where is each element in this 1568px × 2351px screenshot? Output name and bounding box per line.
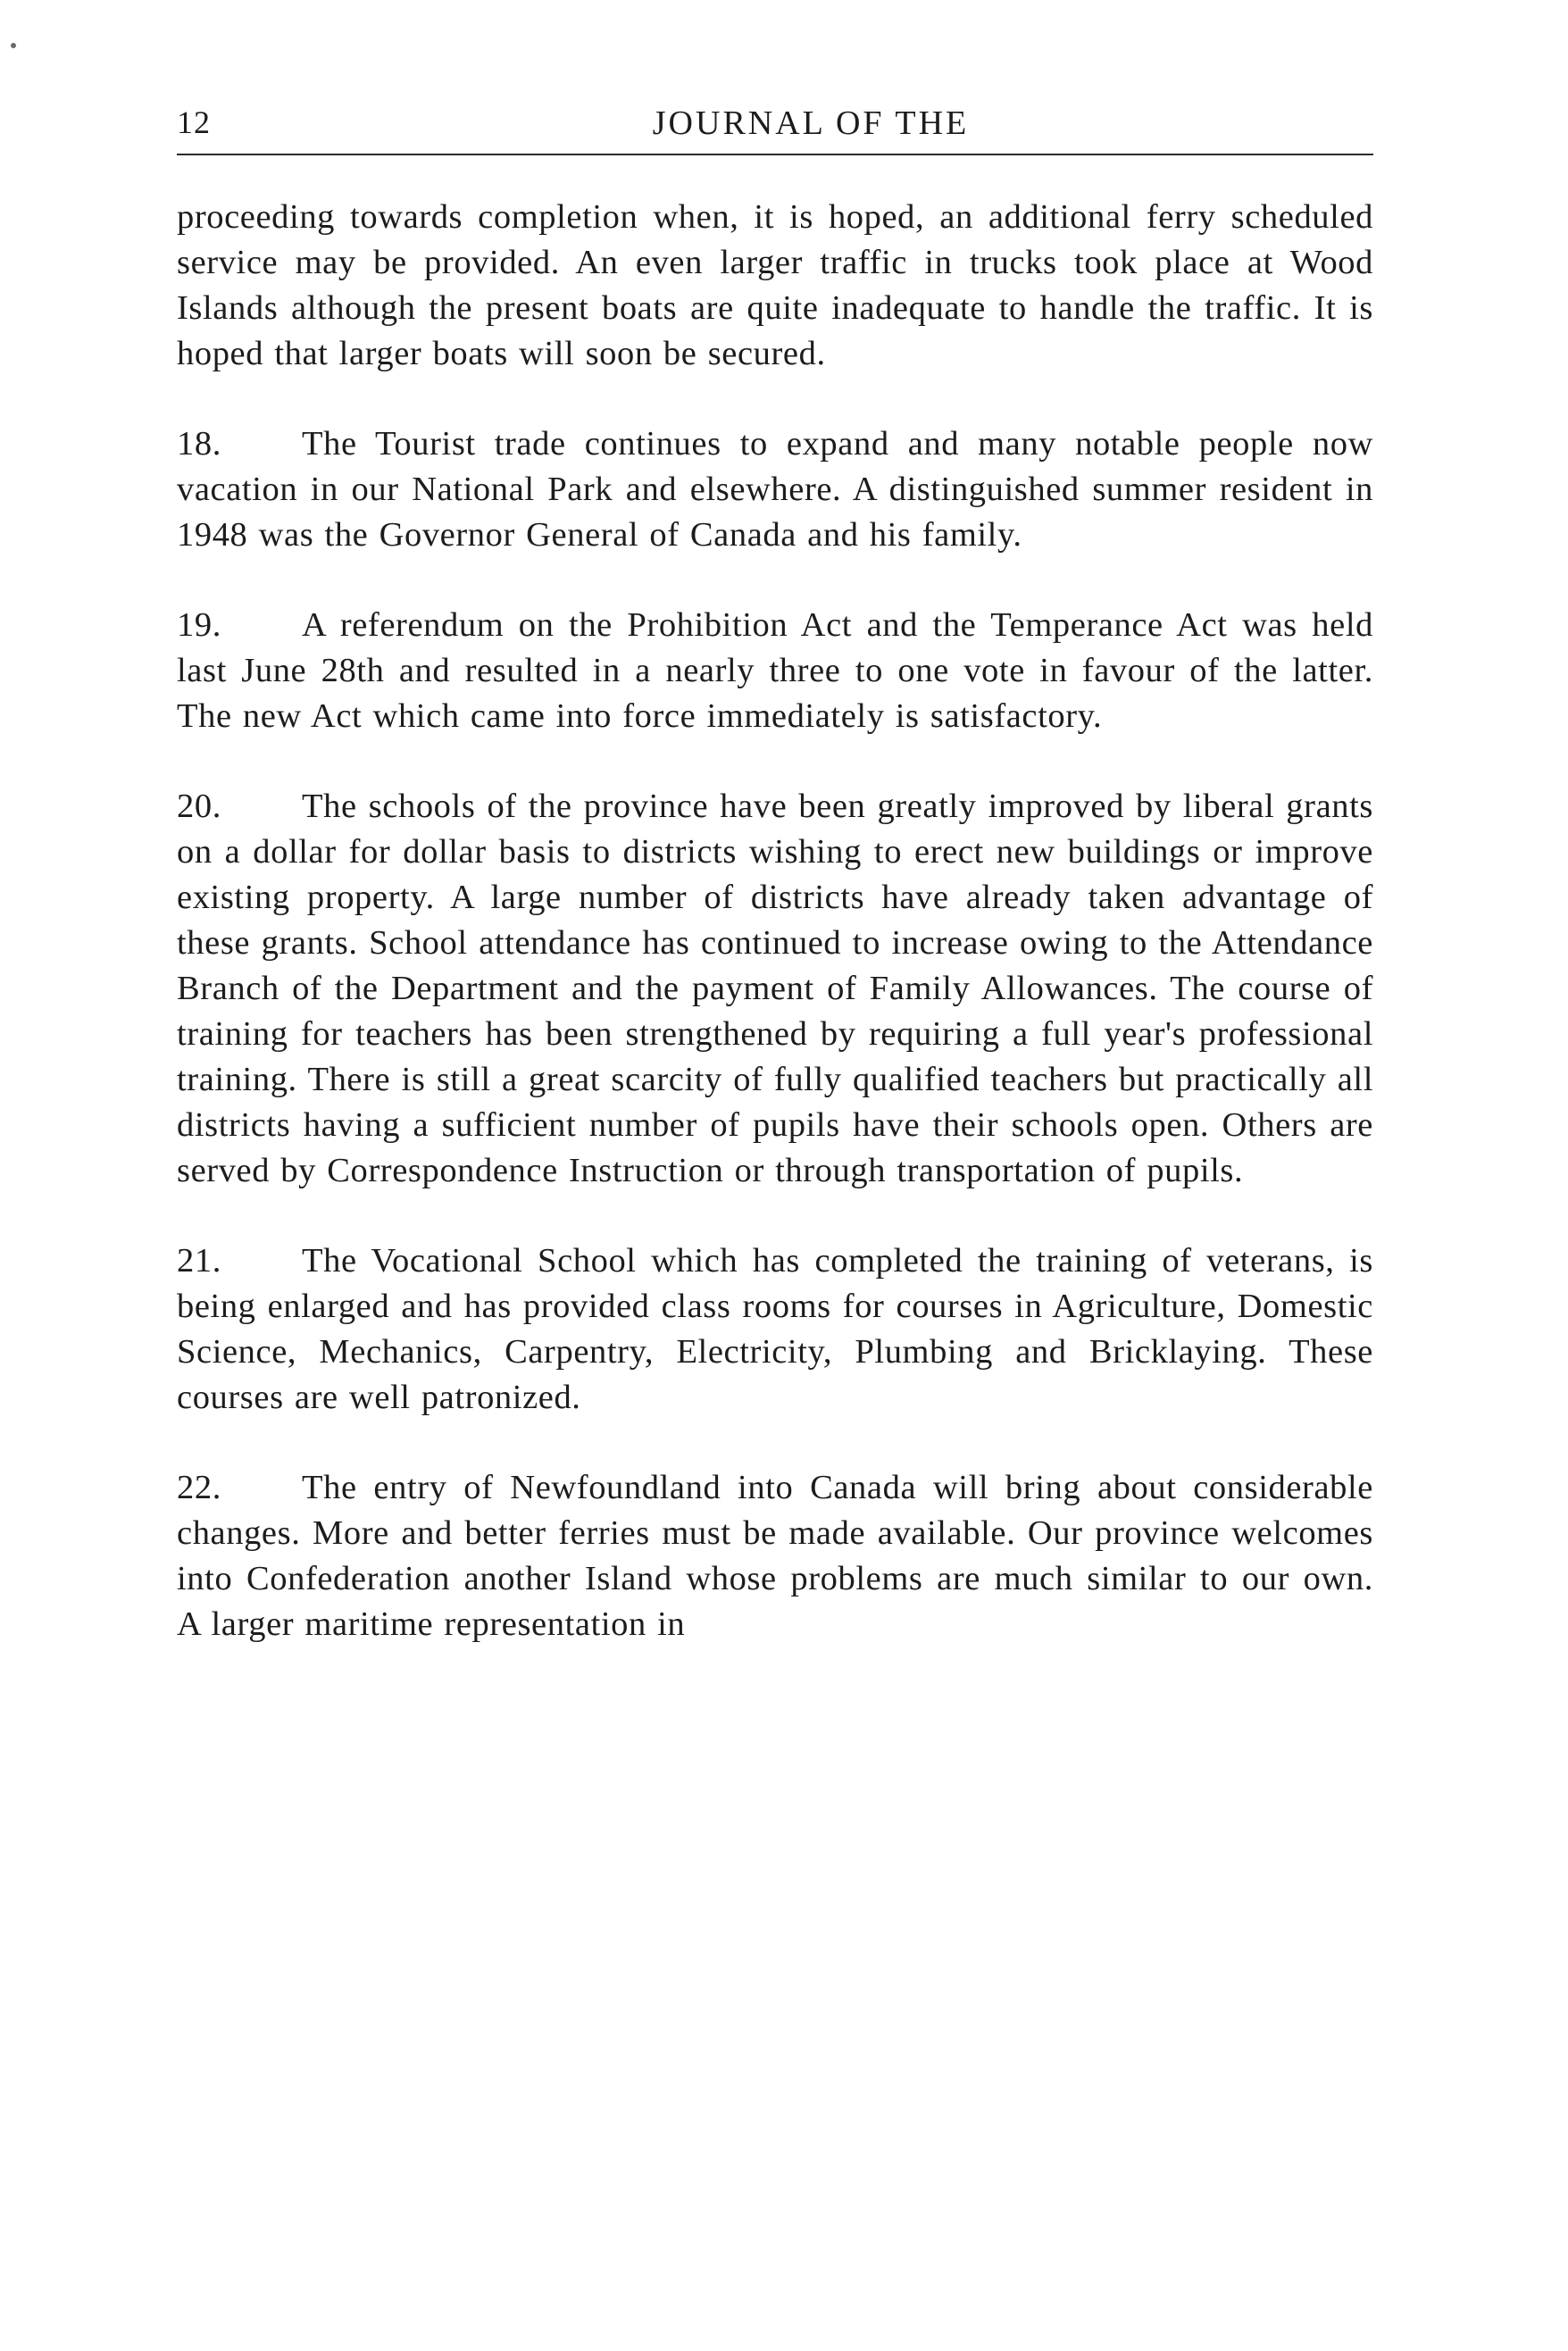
paragraph-continuation: [177, 195, 1373, 377]
paragraph-19: [177, 603, 1373, 739]
paragraph-22: [177, 1465, 1373, 1647]
scan-speck: [11, 43, 16, 48]
paragraph-text: A referendum on the Prohibition Act and the Temperance Act was held last June 28th and resulted in a nearly three to one vote in favour of the latter. The new Act which came into force immediately is satisfactory.: [177, 606, 1373, 735]
paragraph-text: The entry of Newfoundland into Canada will bring about considerable changes. More and better ferries must be made available. Our province welcomes into Confederation another Island whose problems are much similar to our own. A larger maritime representation in: [177, 1469, 1373, 1643]
paragraph-number: 19.: [177, 606, 221, 644]
paragraph-21: [177, 1238, 1373, 1421]
paragraph-number: 22.: [177, 1469, 221, 1506]
page-number: 12: [177, 104, 211, 140]
paragraph-text: The Tourist trade continues to expand and many notable people now vacation in our National Park and elsewhere. A distinguished summer resident in 1948 was the Governor General of Canada and his family.: [177, 425, 1373, 554]
paragraph-text: The Vocational School which has completed the training of veterans, is being enlarged and has provided class rooms for courses in Agriculture, Domestic Science, Mechanics, Carpentry, Electricity, Plumbing and Bricklaying. These courses are well patronized.: [177, 1242, 1373, 1416]
page-header: [177, 100, 1373, 155]
paragraph-text: The schools of the province have been greatly improved by liberal grants on a dollar for dollar basis to districts wishing to erect new buildings or improve existing property. A large number of districts have already taken advantage of these grants. School attendance has continued to increase owing to the Attendance Branch of the Department and the payment of Family Allowances. The course of training for teachers has been strengthened by requiring a full year's professional training. There is still a great scarcity of fully qualified teachers but practically all districts having a sufficient number of pupils have their schools open. Others are served by Correspondence Instruction or through transportation of pupils.: [177, 788, 1373, 1189]
paragraph-text: proceeding towards completion when, it is hoped, an additional ferry scheduled service may be provided. An even larger traffic in trucks took place at Wood Islands although the present boats are quite inadequate to handle the traffic. It is hoped that larger boats will soon be secured.: [177, 198, 1373, 372]
paragraph-number: 21.: [177, 1242, 221, 1280]
body-text: [177, 195, 1373, 1692]
paragraph-number: 20.: [177, 788, 221, 825]
paragraph-number: 18.: [177, 425, 221, 463]
paragraph-20: [177, 784, 1373, 1194]
running-head: JOURNAL OF THE: [652, 104, 970, 142]
paragraph-18: [177, 421, 1373, 558]
